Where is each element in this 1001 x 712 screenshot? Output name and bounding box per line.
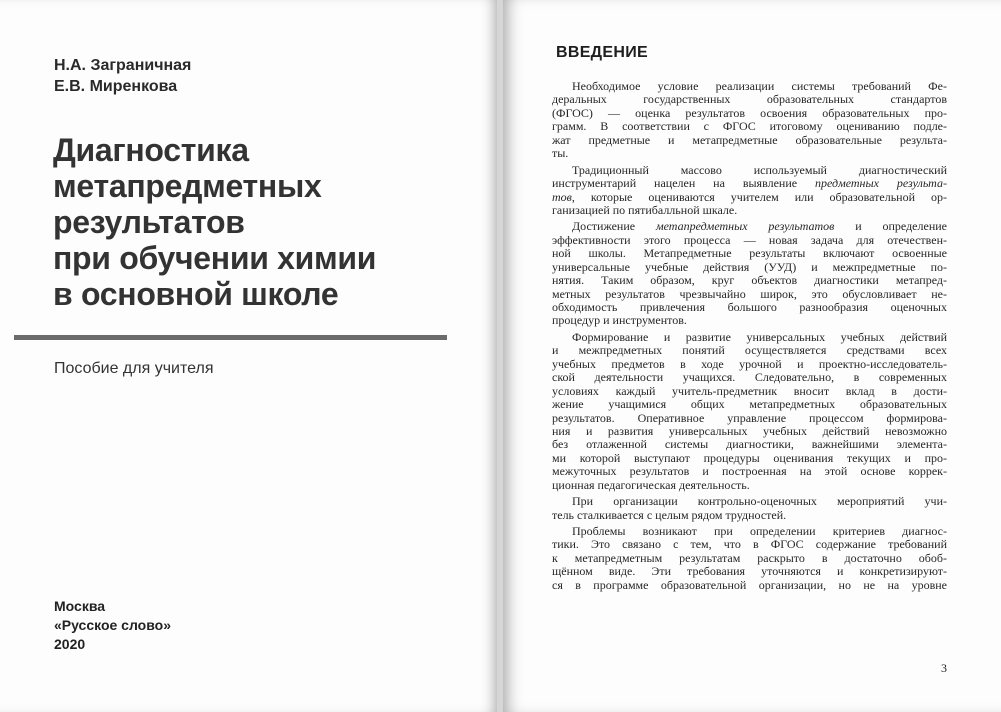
text-line: При организации контрольно-оценочных мероприятий учи- (572, 495, 947, 509)
text-line: нятия. Таким образом, круг объектов диагностики метапред- (552, 274, 947, 288)
text-run: инструментарий нацелен на выявление (552, 177, 815, 191)
title-line-3: результатов (53, 204, 245, 240)
text-line: без отлаженной системы диагностики, важнейшими элемента- (552, 438, 947, 452)
text-line: Формирование и развитие универсальных учебных действий (572, 330, 947, 344)
text-line: жат предметные и метапредметные образовательные результа- (552, 133, 947, 147)
text-line: (ФГОС) — оценка результатов освоения образовательных про- (552, 106, 947, 120)
title-page (0, 0, 497, 712)
introduction-body (552, 80, 947, 592)
imprint (54, 597, 171, 654)
text-run: Достижение (572, 220, 656, 234)
text-line (552, 220, 947, 233)
subtitle: Пособие для учителя (54, 360, 214, 377)
text-line: Проблемы возникают при определении критериев диагнос- (572, 525, 947, 538)
text-line: метных результатов чрезвычайно широк, это обусловливает не- (552, 287, 947, 301)
text-line: учебных предметов в ходе урочной и проектно-исследователь- (552, 357, 947, 371)
text-line: и межпредметных понятий осуществляется средствами всех (552, 344, 947, 358)
text-line: Необходимое условие реализации системы требований Фе- (572, 80, 947, 93)
page-number: 3 (941, 661, 947, 675)
text-line: к метапредметным результатам раскрыто в достаточно обоб- (552, 551, 947, 565)
title-line-4: при обучении химии (53, 240, 377, 276)
text-line: щённом виде. Эти требования уточняются и конкретизируют- (552, 565, 947, 579)
section-heading: ВВЕДЕНИЕ (556, 44, 648, 61)
imprint-publisher: «Русское слово» (54, 617, 171, 633)
text-line: Традиционный массово используемый диагностический (572, 163, 947, 177)
text-line: обходимость привлечения большого разнообразия оценочных (552, 301, 947, 314)
italic-run: метапредметных результатов (655, 220, 835, 234)
title-line-2: метапредметных (53, 168, 322, 204)
author-2: Е.В. Миренкова (54, 78, 178, 95)
imprint-city: Москва (54, 598, 106, 614)
text-line: деральных государственных образовательных стандартов (552, 93, 947, 107)
text-line: ционная педагогическая деятельность. (552, 478, 750, 492)
text-line: грамм. В соответствии с ФГОС итоговому оцениванию подле- (552, 120, 947, 134)
text-line: ной школы. Метапредметные результаты включают освоенные (552, 247, 947, 261)
text-line (552, 177, 947, 190)
book-title (53, 132, 473, 312)
title-line-1: Диагностика (53, 132, 249, 168)
text-line: ми которой выступают процедуры оценивания текущих и про- (552, 451, 947, 465)
text-line: универсальные учебные действия (УУД) и межпредметные по- (552, 260, 947, 274)
text-line: результатов. Оперативное управление процессом формирова- (552, 411, 947, 425)
text-line: тики. Это связано с тем, что в ФГОС содержание требований (552, 538, 947, 552)
introduction-page (503, 0, 1001, 712)
text-line: ганизацией по пятибалльной шкале. (552, 203, 738, 217)
title-line-5: в основной школе (53, 276, 339, 312)
imprint-year: 2020 (54, 636, 86, 652)
text-line: условиях каждый учитель-предметник вносит вклад в дости- (552, 384, 947, 398)
text-line: эффективности этого процесса — новая задача для отечествен- (552, 233, 947, 247)
text-run: , которые оцениваются учителем или образовательной ор- (571, 190, 947, 204)
text-line: тель сталкивается с целым рядом трудностей. (552, 508, 787, 522)
text-line: ты. (552, 147, 569, 161)
text-line: ния и развития универсальных учебных действий невозможно (552, 424, 947, 438)
text-line: процедур и инструментов. (552, 314, 687, 328)
title-divider (14, 335, 447, 340)
italic-run: тов (552, 190, 572, 204)
author-1: Н.А. Заграничная (54, 57, 192, 74)
authors (54, 55, 191, 97)
text-line: ской деятельности учащихся. Следовательно, в современных (552, 371, 947, 385)
text-line (552, 191, 947, 204)
text-run: и определение (834, 220, 947, 234)
text-line: ся в программе образовательной организации, но не на уровне (552, 578, 947, 592)
text-line: жение учащимися общих метапредметных образовательных (552, 398, 947, 412)
text-line: межуточных результатов и построенная на этой основе коррек- (552, 465, 947, 479)
italic-run: предметных результа- (814, 177, 947, 191)
